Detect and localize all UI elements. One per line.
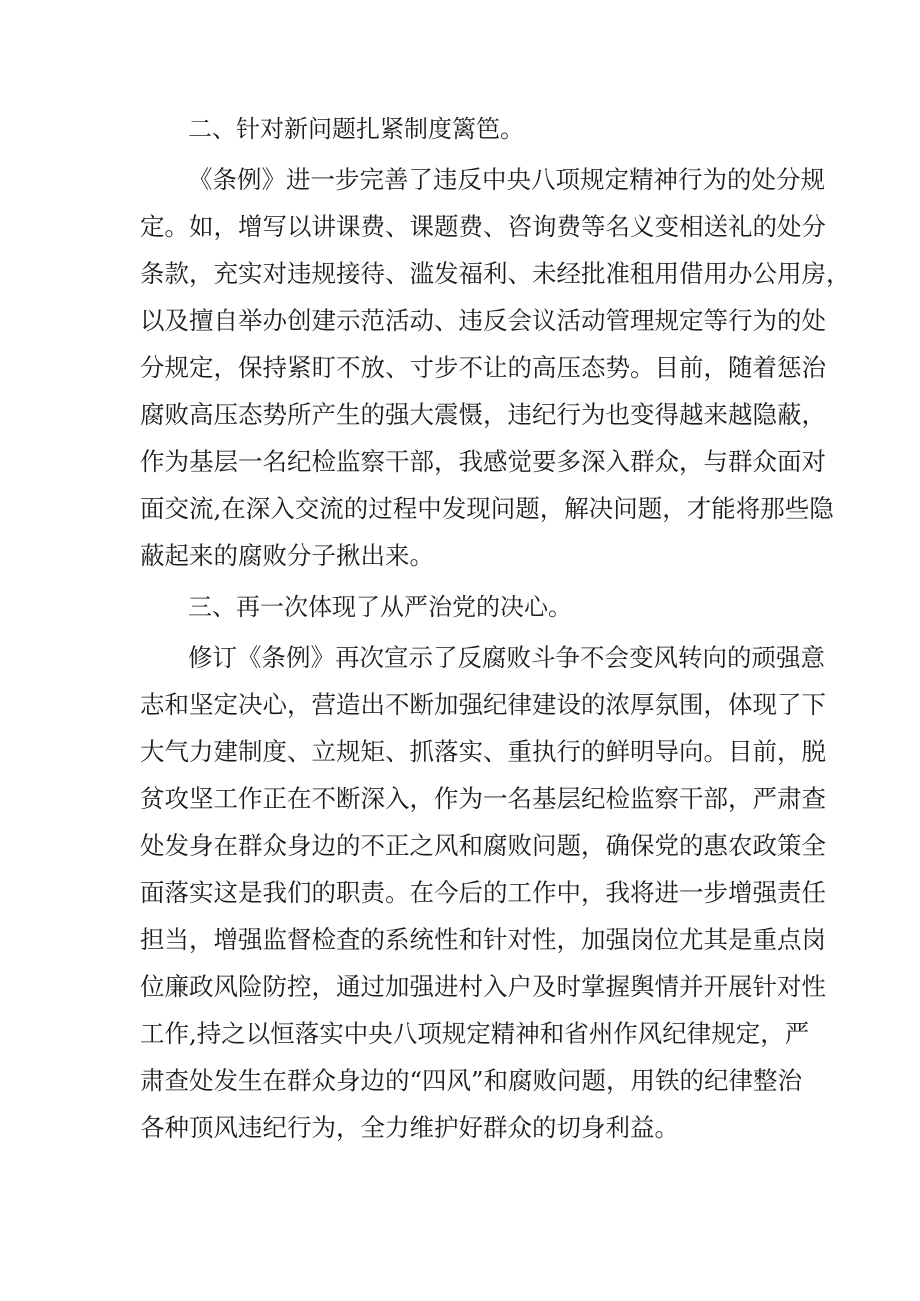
paragraph-line: 担当，增强监督检査的系统性和针对性，加强岗位尤其是重点岗 [140, 925, 826, 954]
paragraph-line: 蔽起来的腐败分子揪出来。 [140, 541, 434, 570]
paragraph-line: 分规定，保持紧盯不放、寸步不让的高压态势。目前，随着惩治 [140, 353, 826, 382]
paragraph-line: 《条例》进一步完善了违反中央八项规定精神行为的处分规 [188, 165, 825, 194]
paragraph-line: 修订《条例》再次宣示了反腐败斗争不会变风转向的顽强意 [188, 643, 825, 672]
paragraph-line: 各种顶风违纪行为，全力维护好群众的切身利益。 [140, 1113, 679, 1142]
paragraph-line: 面落实这是我们的职责。在今后的工作中，我将进一步增强责任 [140, 878, 826, 907]
section-heading-2: 二、针对新问题扎紧制度篱笆。 [188, 115, 524, 143]
paragraph-line: 条款，充实对违规接待、滥发福利、未经批准租用借用办公用房， [140, 259, 851, 288]
paragraph-line: 志和坚定决心，营造出不断加强纪律建设的浓厚氛围，体现了下 [140, 690, 826, 719]
paragraph-line: 位廉政风险防控，通过加强进村入户及时掌握舆情并开展针对性 [140, 972, 826, 1001]
paragraph-line: 面交流,在深入交流的过程中发现问题，解决问题，才能将那些隐 [140, 494, 834, 523]
paragraph-line: 大气力建制度、立规矩、抓落实、重执行的鲜明导向。目前，脱 [140, 737, 826, 766]
section-heading-3: 三、再一次体现了从严治党的决心。 [188, 593, 572, 621]
paragraph-line: 肃查处发生在群众身边的“四风”和腐败问题，用铁的纪律整治 [140, 1066, 803, 1095]
paragraph-line: 作为基层一名纪检监察干部，我感觉要多深入群众，与群众面对 [140, 447, 826, 476]
paragraph-line: 处发身在群众身边的不正之风和腐败问题，确保党的惠农政策全 [140, 831, 826, 860]
paragraph-line: 工作,持之以恒落实中央八项规定精神和省州作风纪律规定，严 [140, 1019, 810, 1048]
paragraph-line: 腐败高压态势所产生的强大震慑，违纪行为也变得越来越隐蔽， [140, 400, 826, 429]
paragraph-line: 定。如，增写以讲课费、课题费、咨询费等名义变相送礼的处分 [140, 212, 826, 241]
paragraph-line: 以及擅自举办创建示范活动、违反会议活动管理规定等行为的处 [140, 306, 826, 335]
paragraph-line: 贫攻坚工作正在不断深入，作为一名基层纪检监察干部，严肃查 [140, 784, 826, 813]
